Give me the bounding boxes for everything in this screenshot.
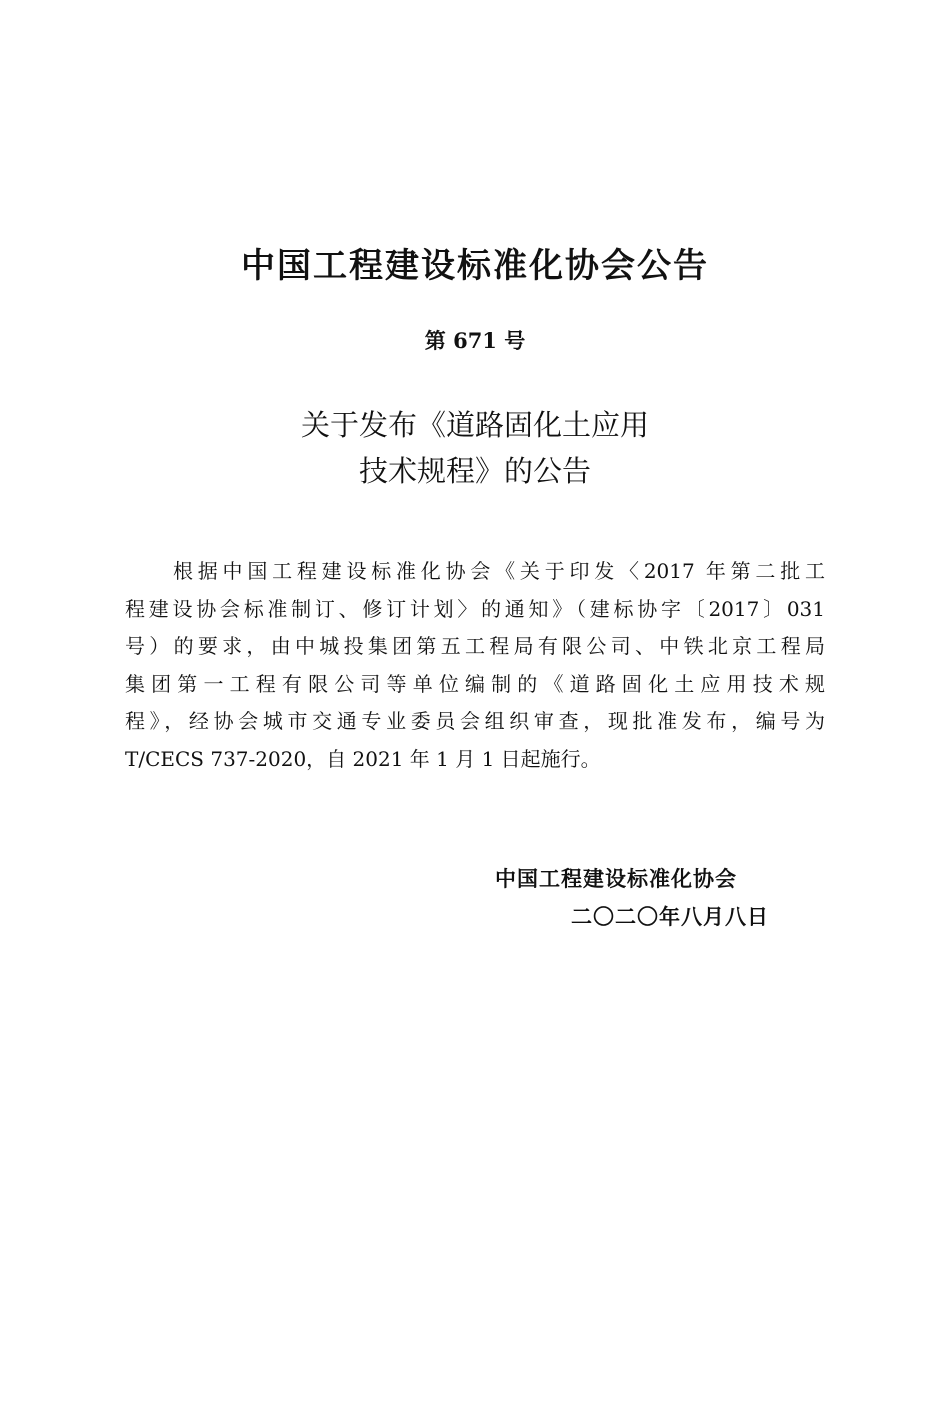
body-line: 根据中国工程建设标准化协会《关于印发〈2017 年第二批工 [173, 559, 825, 583]
signature-organization: 中国工程建设标准化协会 [495, 867, 737, 891]
notice-subject [0, 402, 950, 494]
body-line: 集团第一工程有限公司等单位编制的《道路固化土应用技术规 [125, 671, 825, 696]
subject-line: 关于发布《道路固化土应用 [300, 408, 649, 442]
subject-line: 技术规程》的公告 [358, 454, 591, 488]
body-line: 程建设协会标准制订、修订计划〉的通知》（建标协字〔2017〕031 [125, 596, 825, 621]
body-line: T/CECS 737-2020，自 2021 年 1 月 1 日起施行。 [125, 746, 601, 771]
signature-block [495, 860, 775, 936]
signature-date: 二〇二〇年八月八日 [571, 905, 769, 929]
notice-number: 第 671 号 [424, 328, 526, 353]
notice-body [125, 553, 825, 778]
body-line: 程》，经协会城市交通专业委员会组织审查，现批准发布，编号为 [125, 709, 825, 733]
organization-title: 中国工程建设标准化协会公告 [241, 246, 709, 286]
body-line: 号）的要求，由中城投集团第五工程局有限公司、中铁北京工程局 [125, 634, 825, 658]
